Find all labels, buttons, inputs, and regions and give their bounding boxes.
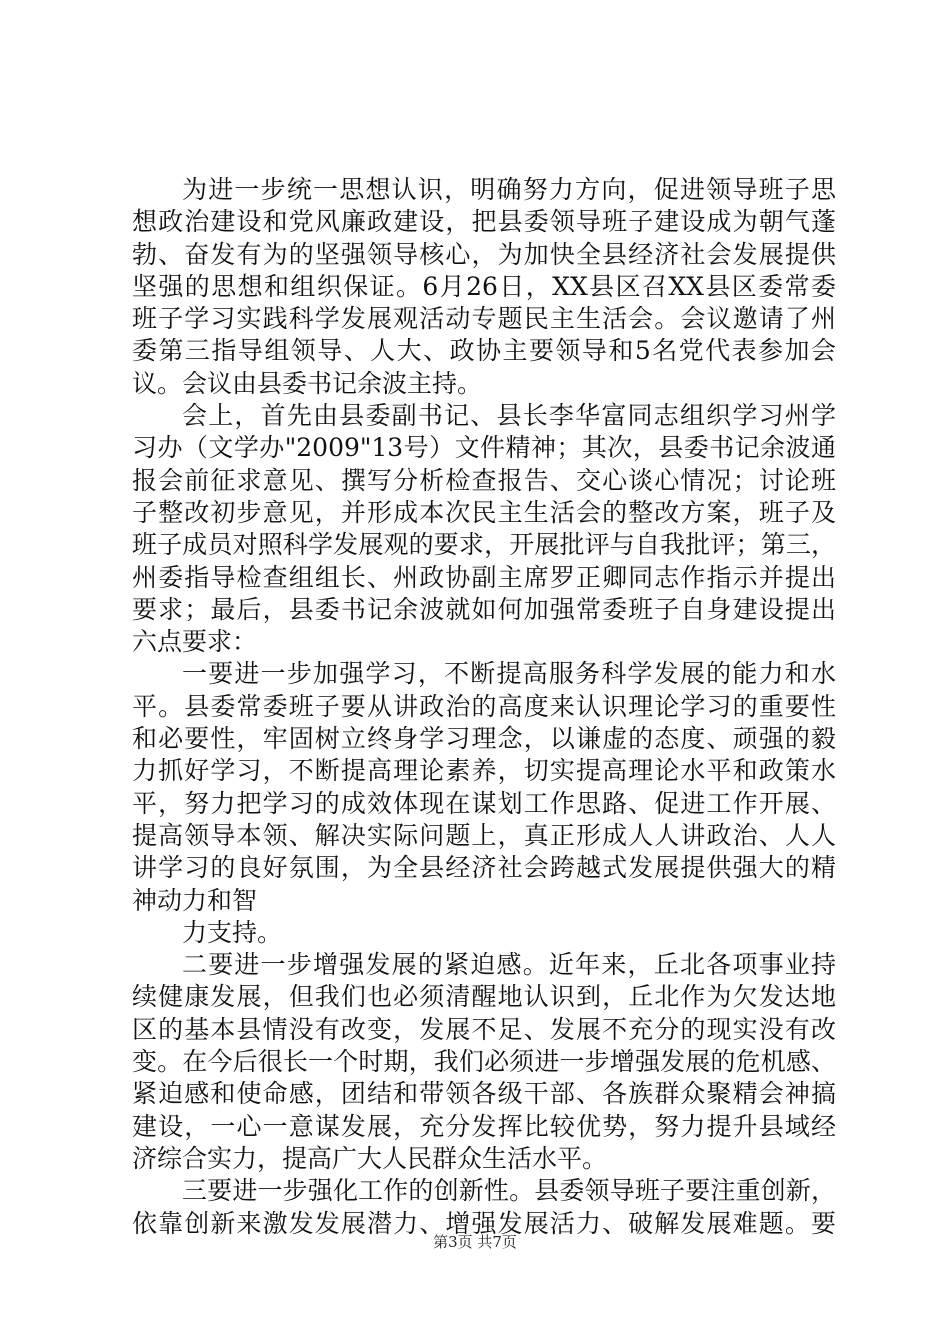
text-line: 会上，首先由县委副书记、县长李华富同志组织学习州学 xyxy=(182,401,836,431)
text-line: 报会前征求意见、撰写分析检查报告、交心谈心情况；讨论班 xyxy=(132,465,836,495)
text-line: 区的基本县情没有改变，发展不足、发展不充分的现实没有改 xyxy=(132,1014,836,1044)
text-line: 力支持。 xyxy=(182,917,283,947)
text-line: 班子学习实践科学发展观活动专题民主生活会。会议邀请了州 xyxy=(132,304,836,334)
text-line: 平。县委常委班子要从讲政治的高度来认识理论学习的重要性 xyxy=(132,691,836,721)
text-line: 建设，一心一意谋发展，充分发挥比较优势，努力提升县域经 xyxy=(132,1111,836,1141)
text-line: 想政治建设和党风廉政建设，把县委领导班子建设成为朝气蓬 xyxy=(132,207,836,237)
page-footer: 第3页 共7页 xyxy=(433,1233,517,1251)
text-line: 和必要性，牢固树立终身学习理念，以谦虚的态度、顽强的毅 xyxy=(132,724,836,754)
text-line: 州委指导检查组组长、州政协副主席罗正卿同志作指示并提出 xyxy=(132,562,836,592)
text-line: 六点要求： xyxy=(132,627,258,657)
text-line: 二要进一步增强发展的紧迫感。近年来，丘北各项事业持 xyxy=(182,950,836,980)
text-line: 提高领导本领、解决实际问题上，真正形成人人讲政治、人人 xyxy=(132,820,836,850)
text-line: 平，努力把学习的成效体现在谋划工作思路、促进工作开展、 xyxy=(132,788,836,818)
text-line: 习办（文学办"2009"13号）文件精神；其次，县委书记余波通 xyxy=(132,433,836,463)
text-line: 济综合实力，提高广大人民群众生活水平。 xyxy=(132,1143,608,1173)
text-line: 续健康发展，但我们也必须清醒地认识到，丘北作为欠发达地 xyxy=(132,982,836,1012)
text-line: 三要进一步强化工作的创新性。县委领导班子要注重创新， xyxy=(182,1176,836,1206)
text-line: 子整改初步意见，并形成本次民主生活会的整改方案，班子及 xyxy=(132,497,836,527)
document-body xyxy=(132,174,836,1240)
text-line: 讲学习的良好氛围，为全县经济社会跨越式发展提供强大的精 xyxy=(132,853,836,883)
text-line: 神动力和智 xyxy=(132,885,258,915)
text-line: 紧迫感和使命感，团结和带领各级干部、各族群众聚精会神搞 xyxy=(132,1079,836,1109)
text-line: 勃、奋发有为的坚强领导核心，为加快全县经济社会发展提供 xyxy=(132,239,836,269)
text-line: 依靠创新来激发发展潜力、增强发展活力、破解发展难题。要 xyxy=(132,1208,836,1238)
text-line: 变。在今后很长一个时期，我们必须进一步增强发展的危机感、 xyxy=(132,1047,836,1077)
text-line: 一要进一步加强学习，不断提高服务科学发展的能力和水 xyxy=(182,659,836,689)
text-line: 班子成员对照科学发展观的要求，开展批评与自我批评；第三， xyxy=(132,530,836,560)
text-line: 委第三指导组领导、人大、政协主要领导和5名党代表参加会 xyxy=(132,336,836,366)
text-line: 议。会议由县委书记余波主持。 xyxy=(132,368,483,398)
text-line: 要求；最后，县委书记余波就如何加强常委班子自身建设提出 xyxy=(132,594,836,624)
text-line: 坚强的思想和组织保证。6月26日，XX县区召XX县区委常委 xyxy=(132,271,836,301)
text-line: 力抓好学习，不断提高理论素养，切实提高理论水平和政策水 xyxy=(132,756,836,786)
text-line: 为进一步统一思想认识，明确努力方向，促进领导班子思 xyxy=(182,175,836,204)
